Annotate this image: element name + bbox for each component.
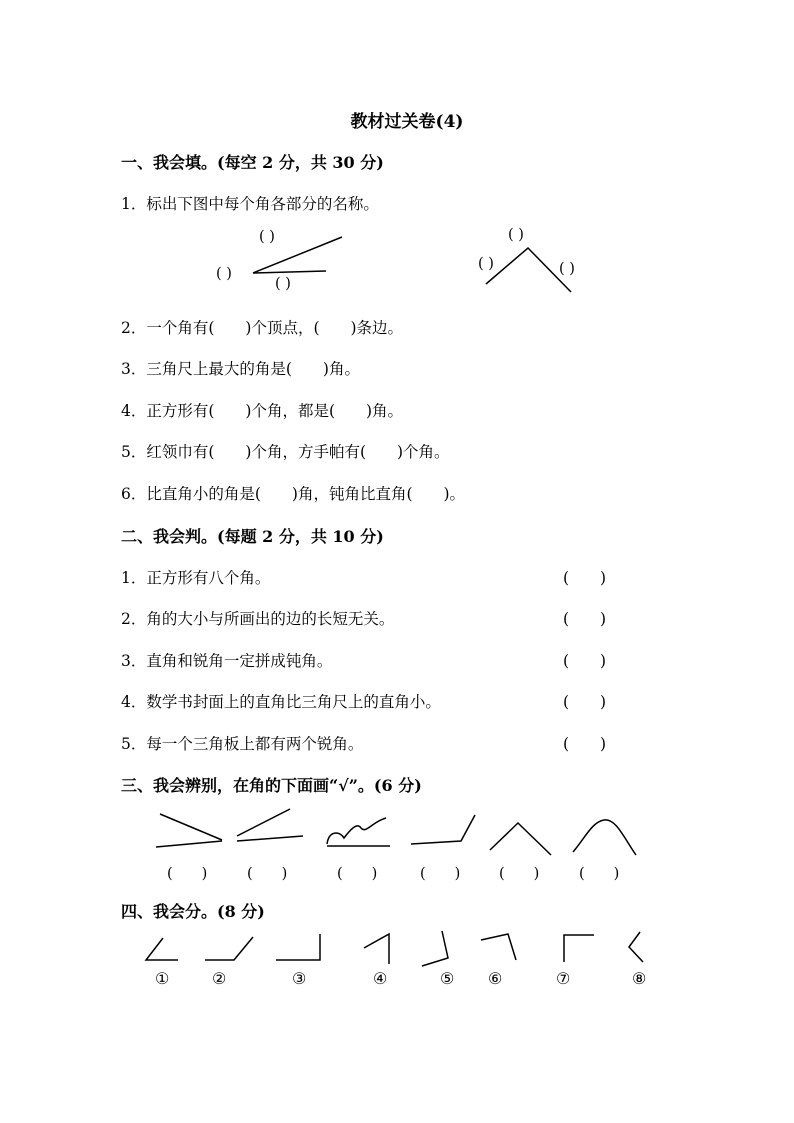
shape-4-3 (276, 934, 320, 960)
question-1-5: 5．红领巾有( )个角，方手帕有( )个角。 (121, 443, 450, 461)
shape-4-1 (146, 938, 178, 960)
shape-3-3 (327, 818, 390, 846)
figure2-paren-left: ( ) (478, 256, 494, 272)
section-4-heading: 四、我会分。(8 分) (121, 902, 265, 921)
shape-3-6 (573, 820, 636, 855)
question-2-2: 2．角的大小与所画出的边的长短无关。 (121, 610, 395, 628)
question-1-4: 4．正方形有( )个角，都是( )角。 (121, 402, 404, 420)
figure2-paren-right: ( ) (559, 261, 575, 277)
question-1-6: 6．比直角小的角是( )角，钝角比直角( )。 (121, 485, 466, 503)
answer-paren-2-4: ( ) (563, 693, 607, 711)
shape-4-5 (422, 931, 448, 966)
shape-4-7 (564, 935, 594, 962)
question-2-1: 1．正方形有八个角。 (121, 569, 271, 587)
question-1-3: 3．三角尺上最大的角是( )角。 (121, 360, 360, 378)
shape-label-2: ② (212, 969, 227, 988)
section-3-heading: 三、我会辨别，在角的下面画“√”。(6 分) (121, 776, 422, 795)
shape-4-4 (364, 934, 389, 964)
answer-paren-2-3: ( ) (563, 652, 607, 670)
answer-paren-3-3: ( ) (337, 866, 378, 882)
answer-paren-3-5: ( ) (499, 866, 540, 882)
figure1-paren-vertex-top: ( ) (259, 229, 275, 245)
question-2-4: 4．数学书封面上的直角比三角尺上的直角小。 (121, 693, 441, 711)
shape-label-6: ⑥ (488, 969, 503, 988)
shape-3-5 (490, 823, 551, 855)
shape-label-4: ④ (373, 969, 388, 988)
shape-3-2 (237, 809, 303, 841)
shape-4-8 (629, 932, 643, 962)
section-2-heading: 二、我会判。(每题 2 分，共 10 分) (121, 527, 384, 546)
shape-label-7: ⑦ (556, 969, 571, 988)
shape-label-8: ⑧ (632, 969, 647, 988)
section-1-heading: 一、我会填。(每空 2 分，共 30 分) (121, 153, 384, 172)
answer-paren-2-2: ( ) (563, 610, 607, 628)
figure1-paren-side: ( ) (275, 276, 291, 292)
question-1-1: 1．标出下图中每个角各部分的名称。 (121, 195, 379, 213)
question-2-3: 3．直角和锐角一定拼成钝角。 (121, 652, 333, 670)
shape-label-5: ⑤ (440, 969, 455, 988)
answer-paren-3-2: ( ) (247, 866, 288, 882)
shape-label-3: ③ (292, 969, 307, 988)
figure2-paren-vertex: ( ) (508, 227, 524, 243)
shape-label-1: ① (155, 969, 170, 988)
shape-3-4 (411, 815, 475, 844)
question-2-5: 5．每一个三角板上都有两个锐角。 (121, 735, 364, 753)
shape-4-2 (205, 937, 253, 960)
page-title: 教材过关卷(4) (350, 112, 464, 132)
answer-paren-3-6: ( ) (579, 866, 620, 882)
answer-paren-3-1: ( ) (167, 866, 208, 882)
answer-paren-2-1: ( ) (563, 569, 607, 587)
shape-3-1 (156, 814, 222, 847)
figure1-paren-vertex: ( ) (216, 266, 232, 282)
answer-paren-2-5: ( ) (563, 735, 607, 753)
question-1-2: 2．一个角有( )个顶点，( )条边。 (121, 319, 404, 337)
answer-paren-3-4: ( ) (420, 866, 461, 882)
shape-4-6 (481, 934, 516, 960)
